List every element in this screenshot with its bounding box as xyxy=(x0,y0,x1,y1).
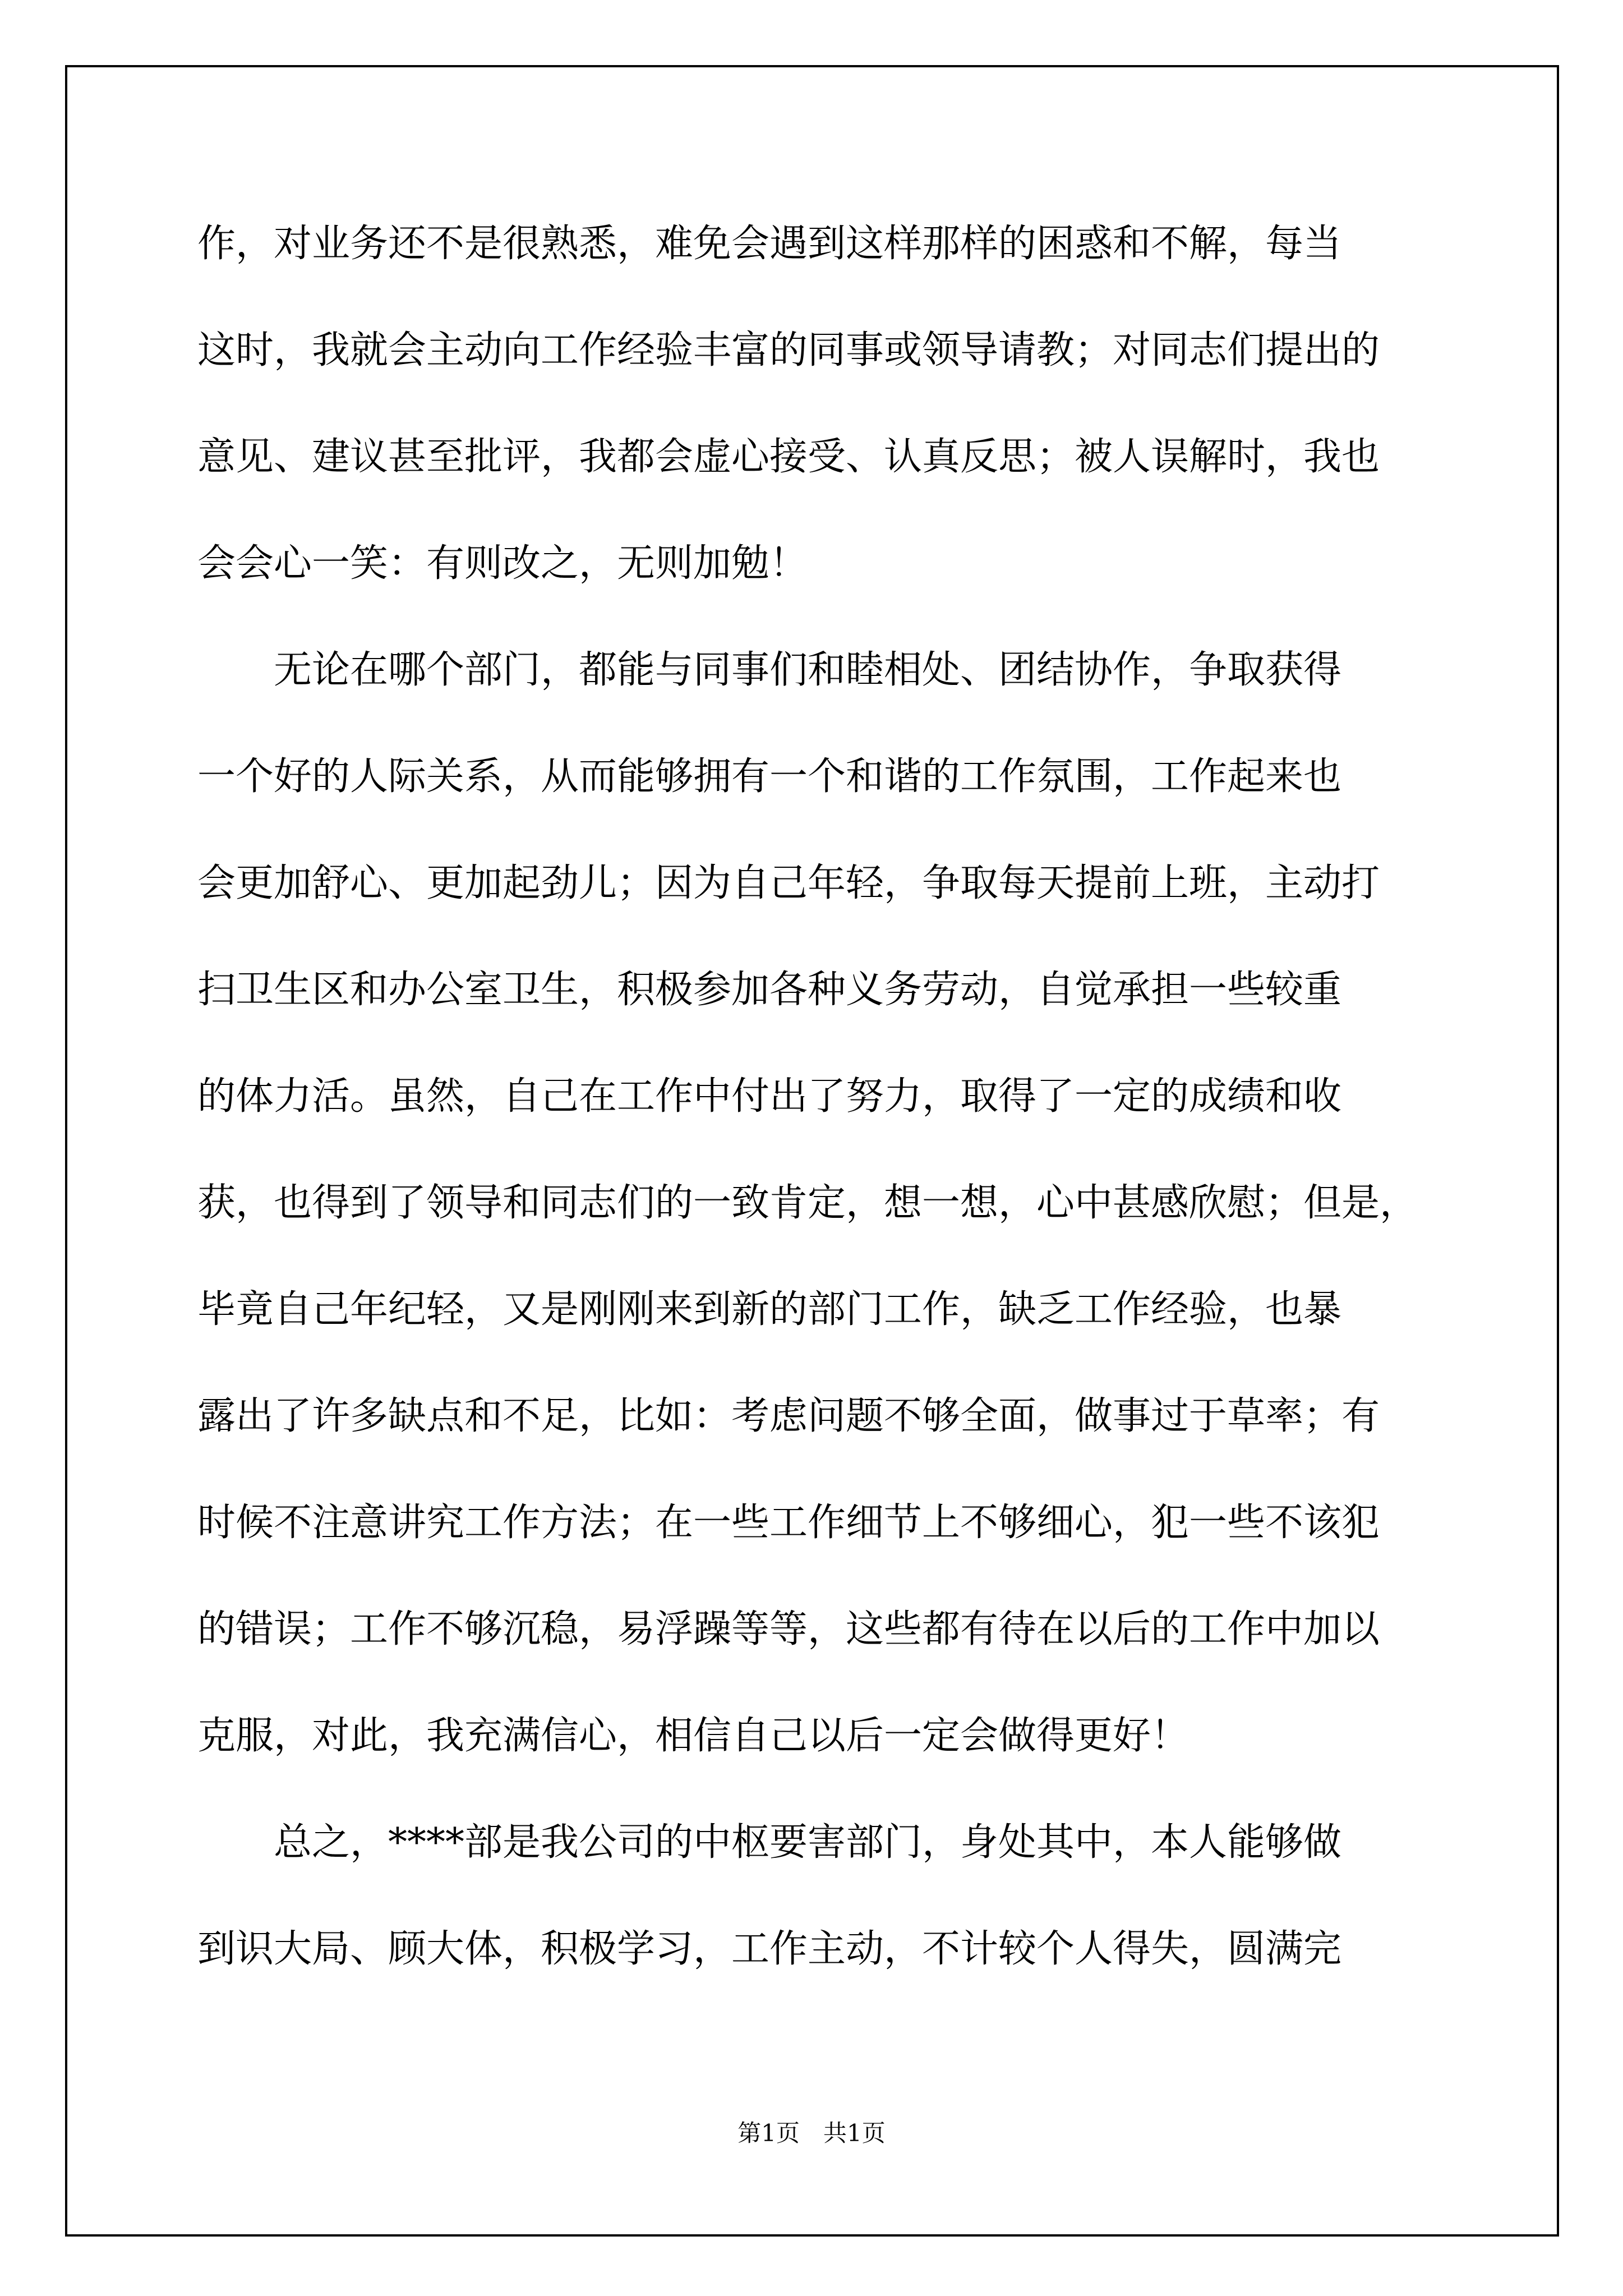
text-line: 无论在哪个部门，都能与同事们和睦相处、团结协作，争取获得 xyxy=(197,648,1342,692)
text-line: 作，对业务还不是很熟悉，难免会遇到这样那样的困惑和不解，每当 xyxy=(197,222,1342,266)
text-line: 会会心一笑：有则改之，无则加勉！ xyxy=(197,541,808,586)
text-line: 露出了许多缺点和不足，比如：考虑问题不够全面，做事过于草率；有 xyxy=(197,1394,1380,1438)
text-line: 获，也得到了领导和同志们的一致肯定，想一想，心中甚感欣慰；但是， xyxy=(197,1181,1418,1225)
text-line: 总之，****部是我公司的中枢要害部门，身处其中，本人能够做 xyxy=(197,1820,1342,1865)
text-line: 的体力活。虽然，自己在工作中付出了努力，取得了一定的成绩和收 xyxy=(197,1074,1342,1119)
text-line: 会更加舒心、更加起劲儿；因为自己年轻，争取每天提前上班，主动打 xyxy=(197,861,1380,905)
page-number-footer: 第1页 共1页 xyxy=(737,2119,886,2147)
text-line: 意见、建议甚至批评，我都会虚心接受、认真反思；被人误解时，我也 xyxy=(197,435,1380,479)
text-line: 的错误；工作不够沉稳，易浮躁等等，这些都有待在以后的工作中加以 xyxy=(197,1607,1380,1651)
text-line: 一个好的人际关系，从而能够拥有一个和谐的工作氛围，工作起来也 xyxy=(197,754,1342,799)
text-line: 这时，我就会主动向工作经验丰富的同事或领导请教；对同志们提出的 xyxy=(197,328,1380,372)
text-line: 到识大局、顾大体，积极学习，工作主动，不计较个人得失，圆满完 xyxy=(197,1927,1342,1971)
text-line: 时候不注意讲究工作方法；在一些工作细节上不够细心，犯一些不该犯 xyxy=(197,1501,1380,1545)
document-body xyxy=(197,208,1427,2019)
text-line: 扫卫生区和办公室卫生，积极参加各种义务劳动，自觉承担一些较重 xyxy=(197,968,1342,1012)
text-line: 克服，对此，我充满信心，相信自己以后一定会做得更好！ xyxy=(197,1714,1189,1758)
text-line: 毕竟自己年纪轻，又是刚刚来到新的部门工作，缺乏工作经验，也暴 xyxy=(197,1287,1342,1332)
